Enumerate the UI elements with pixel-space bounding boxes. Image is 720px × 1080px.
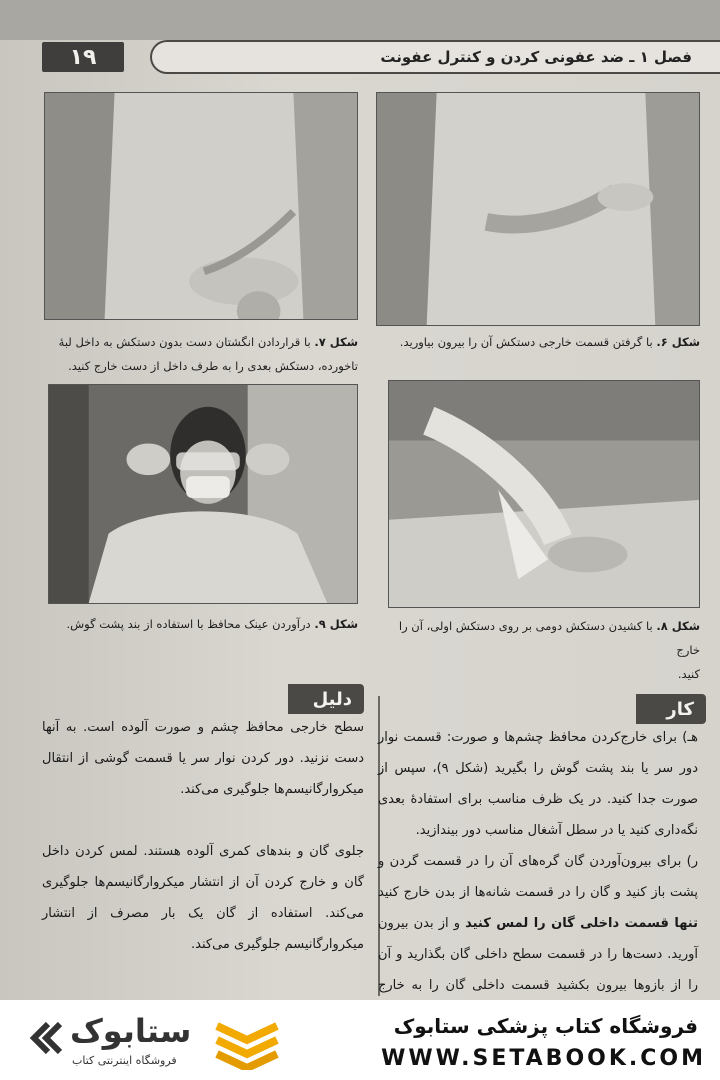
action-p2-line2: پشت باز کنید و گان را در قسمت شانه‌ها از بدن خارج کنید [378,885,698,900]
top-strip [0,0,720,40]
reason-para-1 [42,712,364,805]
action-p2-line1: ر) برای بیرون‌آوردن گان گره‌های آن را در قسمت گردن و [378,854,698,869]
reason-para-2 [42,836,364,960]
figure-6-caption [380,330,700,354]
action-p1-line3: صورت جدا کنید. در یک ظرف مناسب برای استفادهٔ بعدی [378,792,698,807]
reason-p2-line2: گان و خارج کردن آن از انتشار میکروارگانیسم‌ها جلوگیری [42,875,364,890]
reason-section-label: دلیل [288,684,364,714]
figure-9-caption [38,612,358,636]
action-p1-line2: دور سر یا بند پشت گوش را بگیرید (شکل ۹)، سپس از [378,761,699,776]
figure-9-photo [48,384,358,604]
figure-7-photo [44,92,358,320]
figure-6-label: شکل ۶. [656,335,700,349]
figure-7-line1: با قراردادن انگشتان دست بدون دستکش به داخل لبهٔ [58,335,311,349]
figure-7-line2: تاخورده، دستکش بعدی را به طرف داخل از دست خارج کنید. [68,359,358,373]
book-stack-icon [212,1014,282,1070]
store-url[interactable]: WWW.SETABOOK.COM [381,1046,706,1071]
reason-p2-line3: می‌کند. استفاده از گان یک بار مصرف از انتشار [42,906,364,921]
action-p2-bold: تنها قسمت داخلی گان را لمس کنید [465,916,698,931]
action-p2-line4: دست‌ها را در قسمت سطح داخلی گان بگذارید و آن را از [378,947,698,993]
action-p1-line1: هـ) برای خارج‌کردن محافظ چشم‌ها و صورت: قسمت نوار [378,730,698,745]
figure-9-label: شکل ۹. [314,617,358,631]
store-footer [0,1000,720,1080]
page-number: ۱۹ [42,42,124,72]
reason-p1-line1: سطح خارجی محافظ چشم و صورت آلوده است. به آنها [42,720,364,735]
action-para-1 [378,722,698,846]
figure-7-label: شکل ۷. [314,335,358,349]
chapter-title: فصل ۱ ـ ضد عفونی کردن و کنترل عفونت [380,48,692,66]
setabook-logo[interactable] [26,1012,286,1072]
action-column [378,722,698,1000]
store-name: فروشگاه کتاب پزشکی ستابوک [393,1014,698,1038]
chapter-header [150,40,720,74]
chevrons-icon [26,1018,66,1058]
reason-p1-line2: دست نزنید. دور کردن نوار سر یا قسمت گوشی از انتقال [42,751,364,766]
action-section-label: کار [636,694,706,724]
logo-subtitle: فروشگاه اینترنتی کتاب [72,1054,177,1067]
figure-6-photo [376,92,700,326]
action-para-2 [378,846,698,1000]
action-p2-after-bold: و از بدن بیرون آورید. [378,916,698,962]
figure-8-line1: با کشیدن دستکش دومی بر روی دستکش اولی، آن را خارج [398,619,700,657]
figure-8-line2: کنید. [677,667,700,681]
action-p1-line4: نگه‌داری کنید یا در سطل آشغال مناسب دور بیندازید. [415,823,698,838]
figure-8-label: شکل ۸. [656,619,700,633]
logo-text: ستابوک [70,1012,192,1050]
figure-9-text: درآوردن عینک محافظ با استفاده از بند پشت گوش. [66,617,311,631]
reason-p1-line3: میکروارگانیسم‌ها جلوگیری می‌کند. [180,782,364,797]
reason-p2-line1: جلوی گان و بندهای کمری آلوده هستند. لمس کردن داخل [42,844,364,859]
figure-8-photo [388,380,700,608]
reason-column [42,712,364,960]
action-p2-line5: بازوها بیرون بکشید قسمت داخلی گان را به خارج [378,978,665,993]
figure-6-text: با گرفتن قسمت خارجی دستکش آن را بیرون بیاورید. [399,335,653,349]
figure-8-caption [380,614,700,686]
figure-7-caption [38,330,358,378]
reason-p2-line4: میکروارگانیسم جلوگیری می‌کند. [191,937,364,952]
